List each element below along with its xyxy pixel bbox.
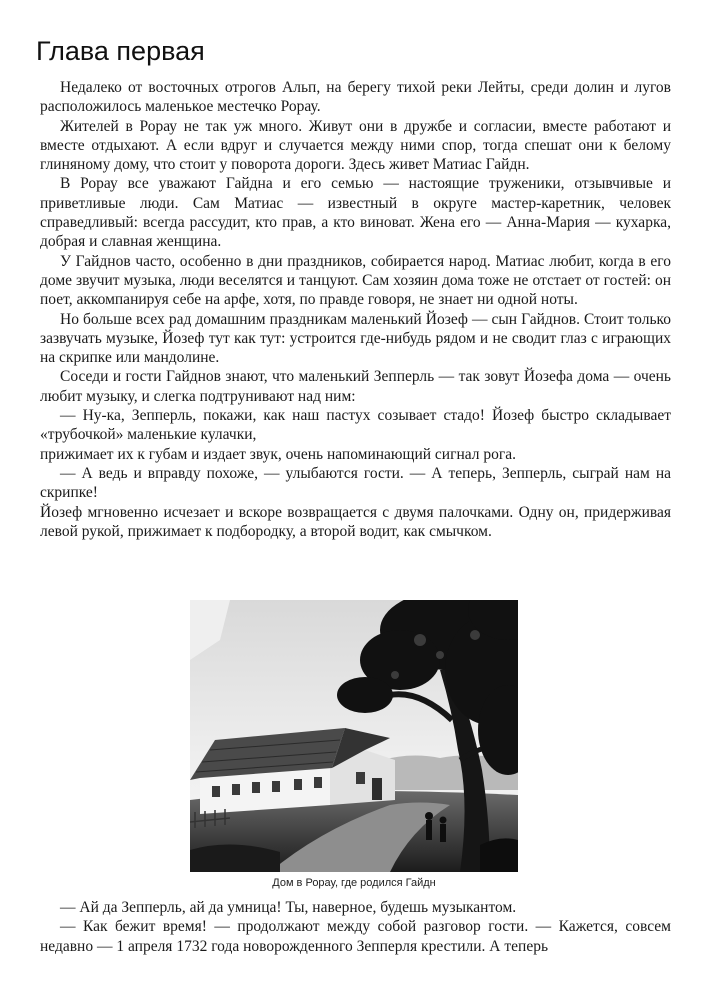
paragraph: — А ведь и вправду похоже, — улыбаются гости. — А теперь, Зепперль, сыграй нам на скрипке!	[40, 464, 671, 502]
house-illustration	[190, 600, 518, 872]
paragraph: — Как бежит время! — продолжают между собой разговор гости. — Кажется, совсем недавно — 1 апреля 1732 года новорожденного Зепперля крестили. А теперь	[40, 918, 671, 955]
paragraph: — Ну-ка, Зепперль, покажи, как наш пастух созывает стадо! Йозеф быстро складывает «трубочкой» маленькие кулачки,	[40, 407, 671, 444]
paragraph: В Рорау все уважают Гайдна и его семью — настоящие труженики, отзывчивые и приветливые люди. Сам Матиас — известный в округе мастер-каретник, человек справедливый: всегда рассудит, кто прав, а кто виноват. Жена его — Анна-Мария — кухарка, добрая и славная женщина.	[40, 175, 671, 251]
text-block-bottom	[40, 898, 671, 956]
paragraph: Соседи и гости Гайднов знают, что маленький Зепперль — так зовут Йозефа дома — очень любит музыку, и слегка подтрунивают над ним:	[40, 368, 671, 405]
text-block-top	[40, 78, 671, 541]
paragraph: — Ай да Зепперль, ай да умница! Ты, наверное, будешь музыкантом.	[60, 899, 517, 916]
paragraph: У Гайднов часто, особенно в дни праздников, собирается народ. Матиас любит, когда в его доме звучит музыка, люди веселятся и танцуют. Сам хозяин дома тоже не отстает от гостей: он поет, аккомпанируя себе на арфе, хотя, по правде говоря, не знает ни одной ноты.	[40, 252, 671, 309]
paragraph: Жителей в Рорау не так уж много. Живут они в дружбе и согласии, вместе работают и вместе отдыхают. А если вдруг и случается между ними спор, тогда спешат они к белому глиняному дому, что стоит у поворота дороги. Здесь живет Матиас Гайдн.	[40, 117, 671, 174]
paragraph: Недалеко от восточных отрогов Альп, на берегу тихой реки Лейты, среди долин и лугов расположилось маленькое местечко Рорау.	[40, 79, 671, 116]
paragraph: Но больше всех рад домашним праздникам маленький Йозеф — сын Гайднов. Стоит только зазвучать музыке, Йозеф тут как тут: устроится где-нибудь рядом и не сводит глаз с играющих на скрипке или мандолине.	[40, 310, 671, 367]
paragraph: прижимает их к губам и издает звук, очень напоминающий сигнал рога.	[40, 445, 516, 463]
house-engraving-image	[190, 600, 518, 872]
paragraph: Йозеф мгновенно исчезает и вскоре возвращается с двумя палочками. Одну он, придерживая левой рукой, прижимает к подбородку, а второй водит, как смычком.	[40, 503, 671, 540]
chapter-title: Глава первая	[36, 36, 205, 66]
figure-caption: Дом в Рорау, где родился Гайдн	[272, 877, 436, 889]
